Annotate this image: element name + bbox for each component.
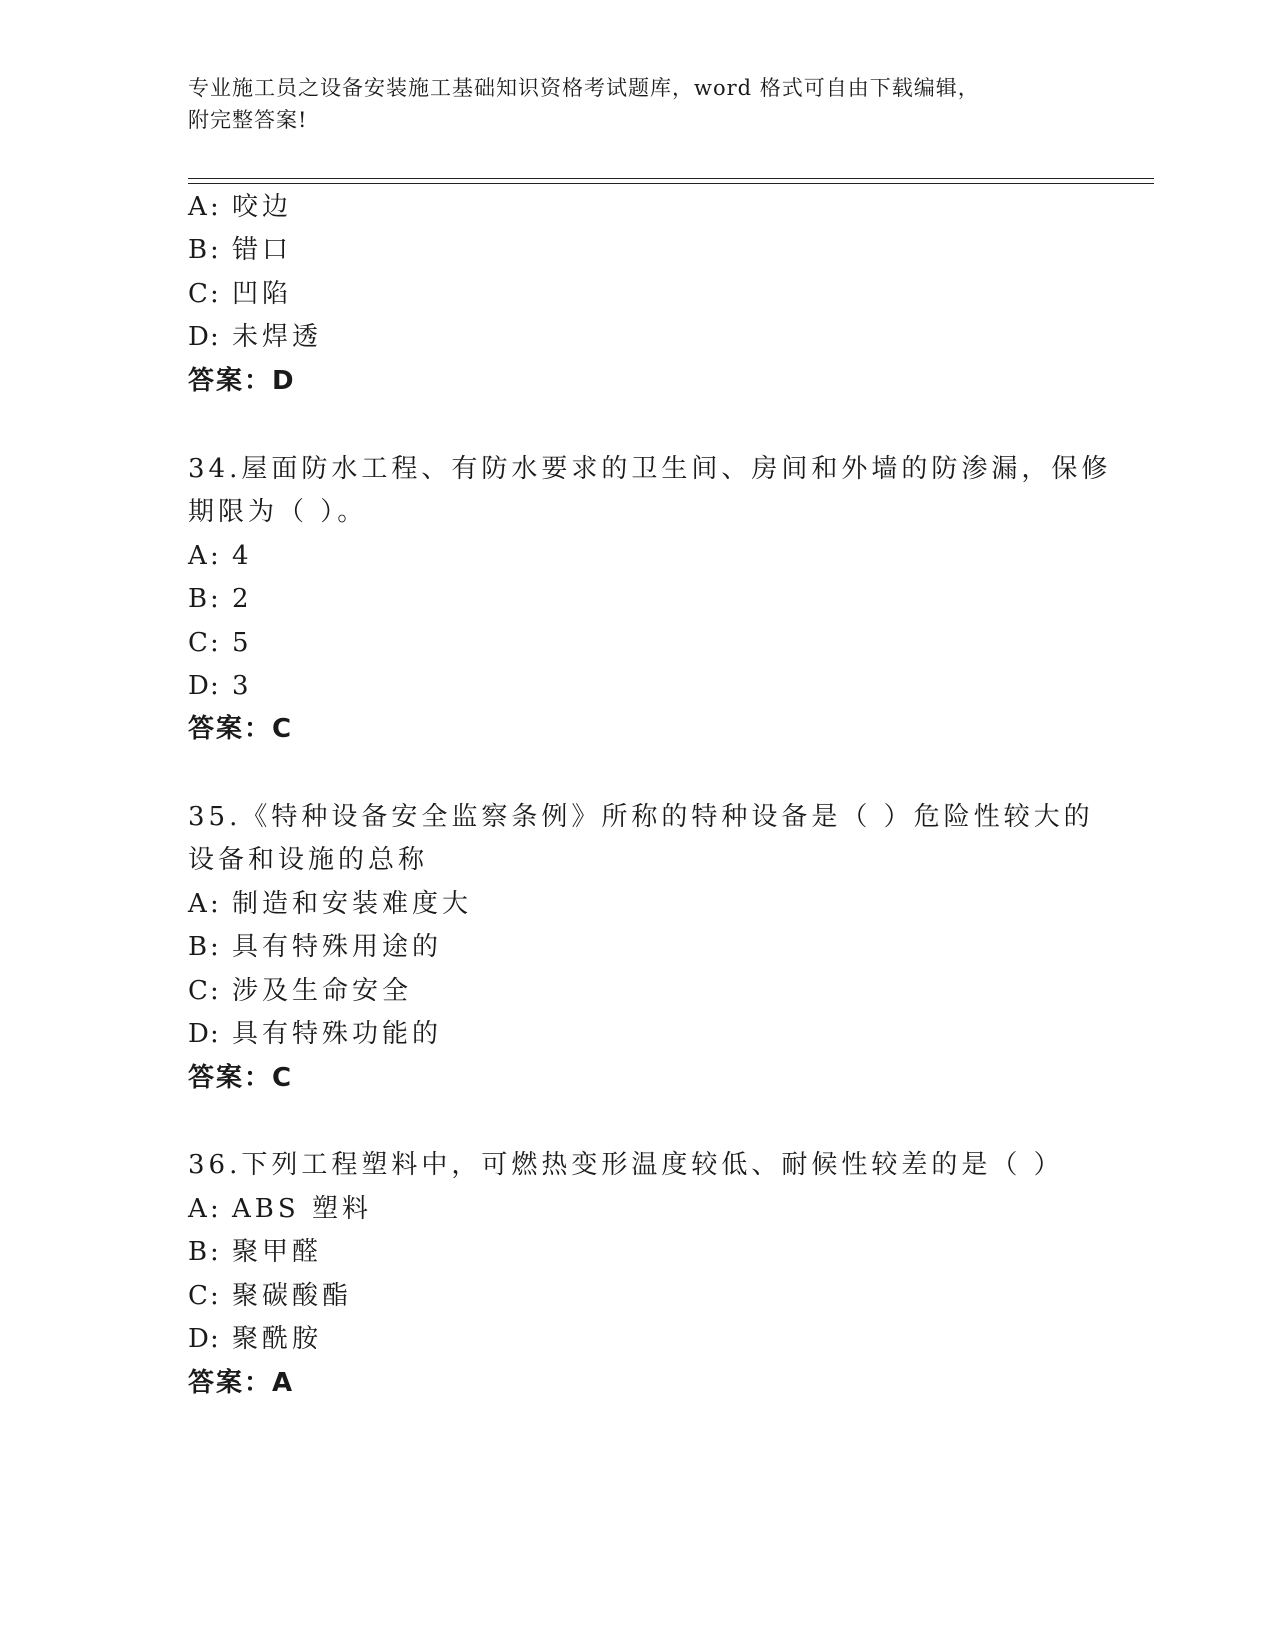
q35-option-b: B : 具有特殊用途的 — [188, 932, 443, 962]
q36-stem-line-1: 36.下列工程塑料中，可燃热变形温度较低、耐候性较差的是（ ） — [188, 1150, 1064, 1180]
q35-stem-line-1: 35.《特种设备安全监察条例》所称的特种设备是（ ）危险性较大的 — [188, 802, 1094, 832]
q33-answer: 答案：D — [188, 366, 296, 396]
q34-option-a: A : 4 — [188, 541, 253, 571]
q35-stem-line-2: 设备和设施的总称 — [188, 845, 429, 875]
q33-option-d: D: 未焊透 — [188, 322, 323, 352]
q33-option-b: B : 错口 — [188, 235, 293, 265]
q35-option-d: D: 具有特殊功能的 — [188, 1019, 443, 1049]
q34-option-c: C: 5 — [188, 628, 253, 658]
q33-option-a: A : 咬边 — [188, 192, 293, 222]
q36-option-a: A : ABS 塑料 — [188, 1194, 372, 1224]
q36-option-c: C: 聚碳酸酯 — [188, 1281, 353, 1311]
q35-option-c: C: 涉及生命安全 — [188, 976, 413, 1006]
q35-option-a: A : 制造和安装难度大 — [188, 889, 473, 919]
q34-stem-line-2: 期限为（ ）。 — [188, 497, 368, 527]
header-divider-bottom — [188, 183, 1154, 184]
q34-option-b: B : 2 — [188, 584, 253, 614]
header-line-2: 附完整答案! — [188, 108, 308, 132]
document-header — [188, 72, 1088, 136]
q34-option-d: D: 3 — [188, 671, 253, 701]
q33-option-c: C: 凹陷 — [188, 279, 293, 309]
q35-answer: 答案：C — [188, 1063, 294, 1093]
header-line-1: 专业施工员之设备安装施工基础知识资格考试题库，word 格式可自由下载编辑， — [188, 76, 980, 100]
q34-stem-line-1: 34.屋面防水工程、有防水要求的卫生间、房间和外墙的防渗漏，保修 — [188, 454, 1112, 484]
q36-option-b: B : 聚甲醛 — [188, 1237, 323, 1267]
q34-answer: 答案：C — [188, 714, 294, 744]
header-divider-top — [188, 178, 1154, 179]
q36-answer: 答案：A — [188, 1368, 295, 1398]
q36-option-d: D: 聚酰胺 — [188, 1324, 323, 1354]
